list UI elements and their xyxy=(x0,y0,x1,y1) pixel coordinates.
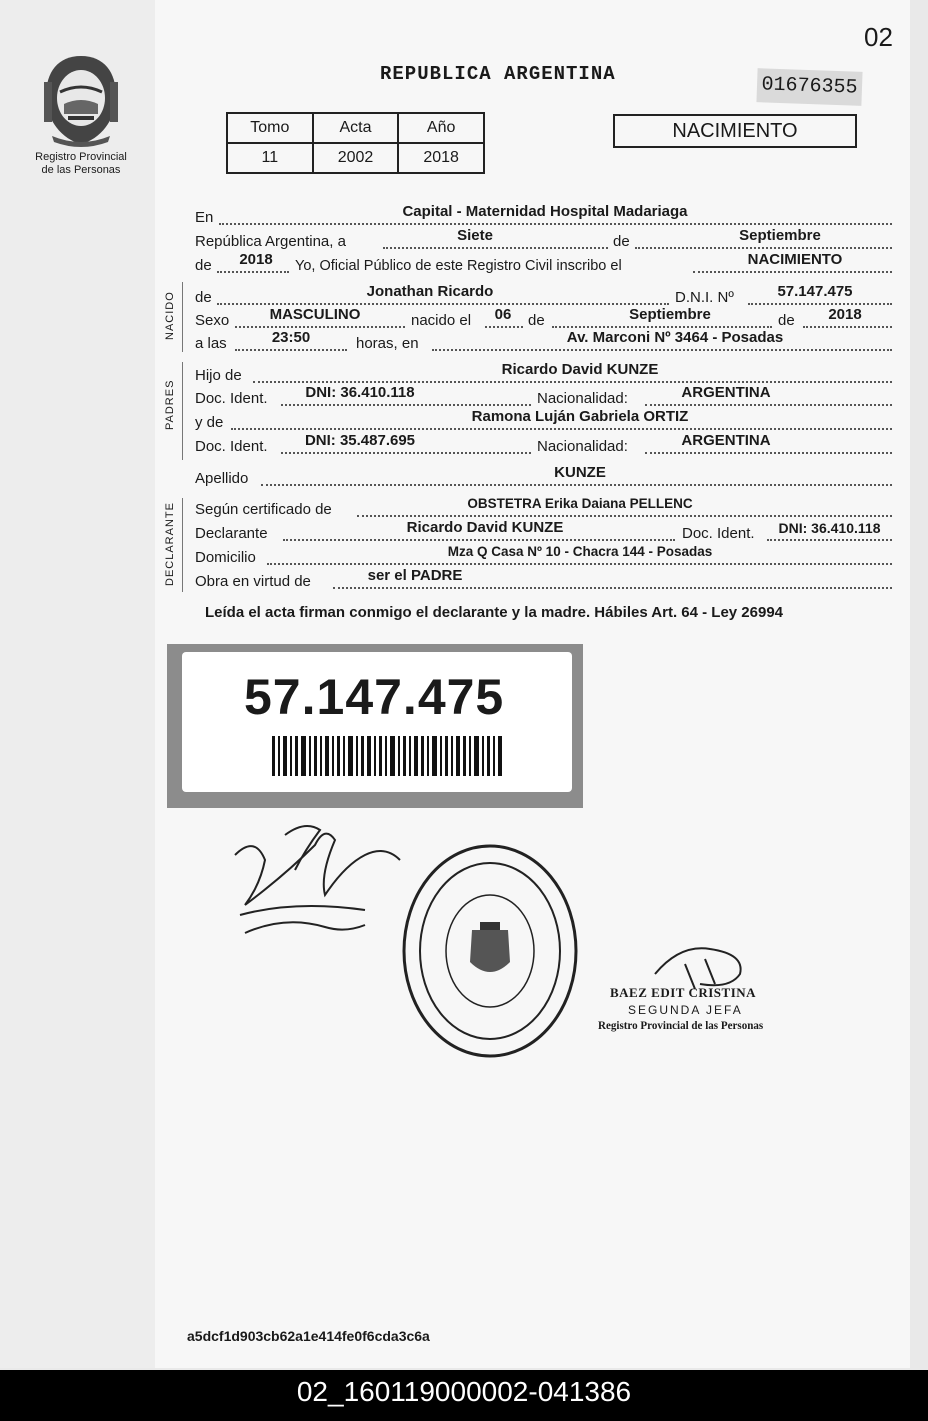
republica-label: República Argentina, a xyxy=(195,233,346,250)
anio-value: 2018 xyxy=(398,143,484,173)
footer-filename: 02_160119000002-041386 xyxy=(0,1370,928,1421)
document-title: REPUBLICA ARGENTINA xyxy=(380,63,616,85)
closing-statement: Leída el acta firman conmigo el declarante y la madre. Hábiles Art. 64 - Ley 26994 xyxy=(205,604,784,621)
dotted-line xyxy=(235,349,347,351)
acta-value: 2002 xyxy=(313,143,399,173)
registry-name-line2: de las Personas xyxy=(41,164,121,176)
en-label: En xyxy=(195,209,214,226)
birth-month-value: Septiembre xyxy=(629,306,711,323)
section-declarante-label: DECLARANTE xyxy=(164,502,176,586)
dotted-line xyxy=(432,349,892,351)
official-organization: Registro Provincial de las Personas xyxy=(598,1018,764,1032)
registration-year-value: 2018 xyxy=(239,251,273,268)
official-name: BAEZ EDIT CRISTINA xyxy=(610,985,757,1000)
de-label: de xyxy=(613,233,630,250)
registry-caption xyxy=(22,151,140,177)
serial-number: 01676355 xyxy=(756,68,862,106)
section-divider xyxy=(182,282,183,352)
inscription-value: NACIMIENTO xyxy=(747,251,843,268)
yde-label: y de xyxy=(195,414,224,431)
yo-text: Yo, Oficial Público de este Registro Civil inscribo el xyxy=(295,258,622,274)
nacido-label: nacido el xyxy=(411,312,472,329)
sex-value: MASCULINO xyxy=(269,306,361,323)
birth-year-value: 2018 xyxy=(828,306,862,323)
dotted-line xyxy=(645,452,892,454)
place-value: Capital - Maternidad Hospital Madariaga xyxy=(402,203,688,220)
de-label: de xyxy=(195,289,212,306)
nacionalidad-label: Nacionalidad: xyxy=(537,438,628,455)
alas-label: a las xyxy=(195,335,227,352)
line-yo xyxy=(195,251,892,277)
dotted-line xyxy=(281,452,531,454)
line-madre-doc xyxy=(195,432,892,458)
dotted-line xyxy=(217,271,289,273)
doc-ident-label: Doc. Ident. xyxy=(682,525,755,542)
dotted-line xyxy=(333,587,892,589)
tomo-header: Tomo xyxy=(227,113,313,143)
birth-place-value: Av. Marconi Nº 3464 - Posadas xyxy=(566,329,784,346)
id-number: 57.147.475 xyxy=(244,669,505,725)
registry-name-line1: Registro Provincial xyxy=(35,151,127,163)
dotted-line xyxy=(767,539,892,541)
dotted-line xyxy=(261,484,892,486)
section-divider xyxy=(182,362,183,460)
surname-value: KUNZE xyxy=(554,464,606,481)
sexo-label: Sexo xyxy=(195,312,230,329)
doc-ident-label: Doc. Ident. xyxy=(195,438,268,455)
birth-day-value: 06 xyxy=(494,306,512,323)
anio-header: Año xyxy=(398,113,484,143)
child-dni-value: 57.147.475 xyxy=(777,283,853,300)
book-reference-table xyxy=(226,112,485,174)
document-type-box: NACIMIENTO xyxy=(613,114,857,148)
id-sticker xyxy=(167,644,583,808)
mother-dni-value: DNI: 35.487.695 xyxy=(304,432,416,449)
father-dni-value: DNI: 36.410.118 xyxy=(305,384,415,401)
de-label: de xyxy=(195,257,212,274)
line-domicilio xyxy=(195,544,892,569)
nacionalidad-label: Nacionalidad: xyxy=(537,390,628,407)
barcode-icon xyxy=(272,736,502,776)
hijo-label: Hijo de xyxy=(195,367,242,384)
acta-header: Acta xyxy=(313,113,399,143)
tomo-value: 11 xyxy=(227,143,313,173)
section-divider xyxy=(182,498,183,592)
obra-label: Obra en virtud de xyxy=(195,573,311,590)
declarant-dni-value: DNI: 36.410.118 xyxy=(778,520,881,536)
left-strip xyxy=(0,0,155,1368)
horas-label: horas, en xyxy=(356,335,419,352)
line-obra xyxy=(195,567,892,593)
father-nationality-value: ARGENTINA xyxy=(681,384,771,401)
de-label: de xyxy=(528,312,545,329)
declarante-label: Declarante xyxy=(195,525,268,542)
address-value: Mza Q Casa Nº 10 - Chacra 144 - Posadas xyxy=(447,544,713,559)
domicilio-label: Domicilio xyxy=(195,549,256,566)
father-name-value: Ricardo David KUNZE xyxy=(501,361,659,378)
mother-nationality-value: ARGENTINA xyxy=(681,432,771,449)
id-sticker-inner xyxy=(182,652,572,792)
official-role: SEGUNDA JEFA xyxy=(628,1003,743,1017)
de-label: de xyxy=(778,312,795,329)
declarant-signature-icon xyxy=(225,815,415,945)
certificate-value: OBSTETRA Erika Daiana PELLENC xyxy=(467,496,693,511)
birth-time-value: 23:50 xyxy=(271,329,311,346)
declarant-name-value: Ricardo David KUNZE xyxy=(406,519,564,536)
province-emblem-icon xyxy=(38,52,124,148)
dni-label: D.N.I. Nº xyxy=(675,289,734,306)
child-name-value: Jonathan Ricardo xyxy=(366,283,494,300)
dotted-line xyxy=(693,271,892,273)
day-word-value: Siete xyxy=(457,227,493,244)
official-seal-icon xyxy=(400,842,580,1060)
acting-as-value: ser el PADRE xyxy=(367,567,463,584)
line-apellido xyxy=(195,464,892,490)
page-number: 02 xyxy=(864,22,893,52)
section-nacido-label: NACIDO xyxy=(164,291,176,340)
section-padres-label: PADRES xyxy=(164,379,176,430)
dotted-line xyxy=(383,247,608,249)
certificado-label: Según certificado de xyxy=(195,501,332,518)
document-hash: a5dcf1d903cb62a1e414fe0f6cda3c6a xyxy=(187,1328,430,1344)
month-word-value: Septiembre xyxy=(739,227,821,244)
line-hora xyxy=(195,329,892,355)
apellido-label: Apellido xyxy=(195,470,249,487)
mother-name-value: Ramona Luján Gabriela ORTIZ xyxy=(471,408,689,425)
doc-ident-label: Doc. Ident. xyxy=(195,390,268,407)
